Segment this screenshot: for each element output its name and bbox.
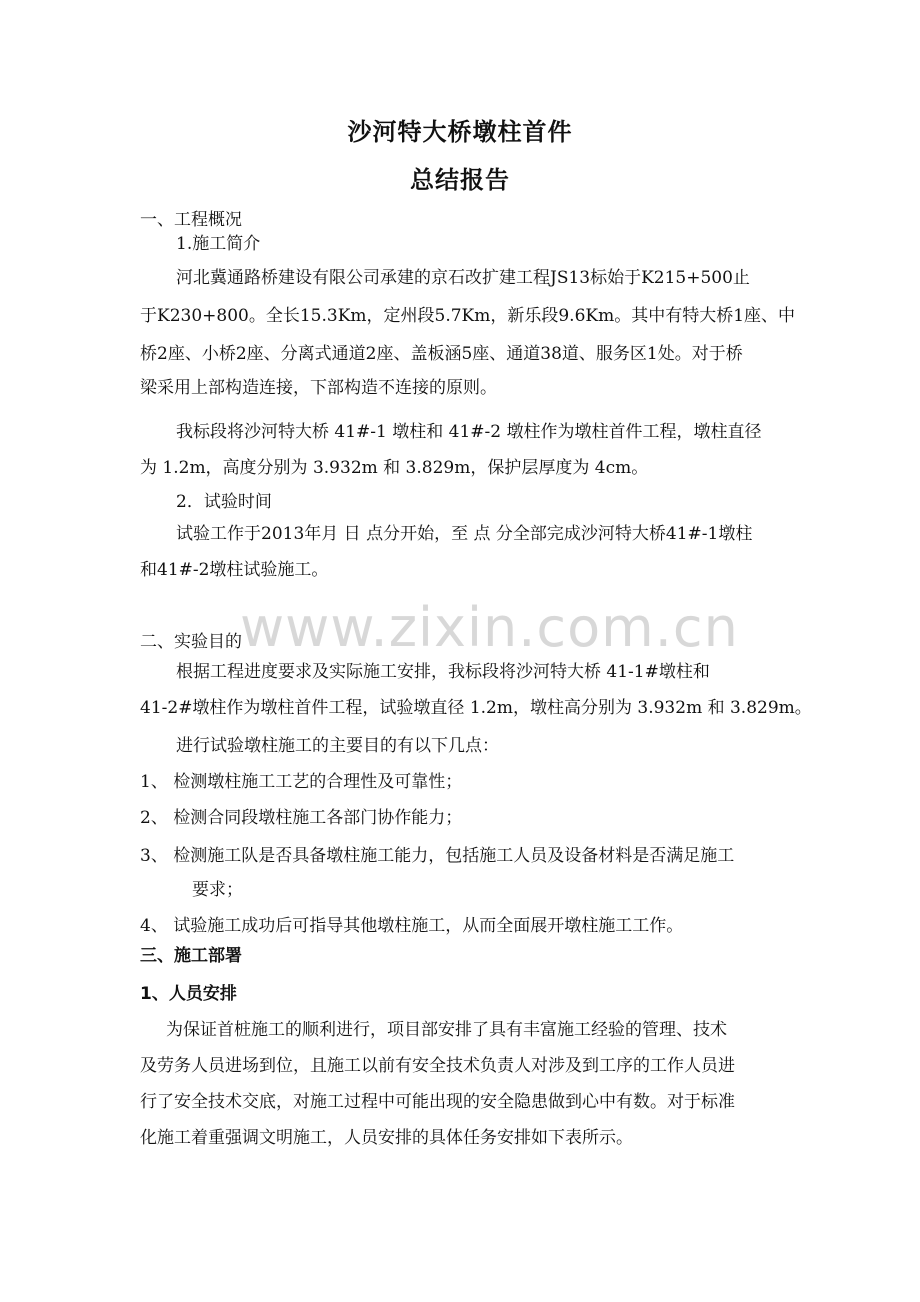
list-item: 2、 检测合同段墩柱施工各部门协作能力； <box>140 808 463 828</box>
section-heading-overview: 一、工程概况 <box>140 210 242 230</box>
list-item: 4、 试验施工成功后可指导其他墩柱施工，从而全面展开墩柱施工工作。 <box>140 916 684 936</box>
subheading-staffing: 1、人员安排 <box>140 984 237 1004</box>
paragraph-line: 和41#-2墩柱试验施工。 <box>140 560 329 580</box>
paragraph-line: 进行试验墩柱施工的主要目的有以下几点： <box>176 736 499 756</box>
list-item: 1、 检测墩柱施工工艺的合理性及可靠性； <box>140 772 463 792</box>
document-title: 沙河特大桥墩柱首件 <box>347 118 573 146</box>
document-subtitle: 总结报告 <box>410 166 510 194</box>
paragraph-line: 我标段将沙河特大桥 41#-1 墩柱和 41#-2 墩柱作为墩柱首件工程，墩柱直径 <box>176 422 762 442</box>
subheading-construction-intro: 1.施工简介 <box>176 234 261 254</box>
paragraph-line: 化施工着重强调文明施工，人员安排的具体任务安排如下表所示。 <box>140 1128 633 1148</box>
list-item-continuation: 要求； <box>192 880 243 900</box>
paragraph-line: 桥2座、小桥2座、分离式通道2座、盖板涵5座、通道38道、服务区1处。对于桥 <box>140 344 743 364</box>
paragraph-line: 41-2#墩柱作为墩柱首件工程，试验墩直径 1.2m，墩柱高分别为 3.932m 和 3.829m。 <box>140 698 812 718</box>
section-heading-deployment: 三、施工部署 <box>140 946 242 966</box>
paragraph-line: 行了安全技术交底，对施工过程中可能出现的安全隐患做到心中有数。对于标准 <box>140 1092 735 1112</box>
list-item: 3、 检测施工队是否具备墩柱施工能力，包括施工人员及设备材料是否满足施工 <box>140 846 735 866</box>
paragraph-line: 梁采用上部构造连接，下部构造不连接的原则。 <box>140 378 497 398</box>
paragraph-line: 为保证首桩施工的顺利进行，项目部安排了具有丰富施工经验的管理、技术 <box>166 1020 727 1040</box>
paragraph-line: 及劳务人员进场到位，且施工以前有安全技术负责人对涉及到工序的工作人员进 <box>140 1056 735 1076</box>
subheading-test-time: 2．试验时间 <box>176 492 272 512</box>
watermark: www.zixin.com.cn <box>240 596 739 659</box>
section-heading-purpose: 二、实验目的 <box>140 632 242 652</box>
paragraph-line: 根据工程进度要求及实际施工安排，我标段将沙河特大桥 41-1#墩柱和 <box>176 662 710 682</box>
paragraph-line: 为 1.2m，高度分别为 3.932m 和 3.829m，保护层厚度为 4cm。 <box>140 458 649 478</box>
paragraph-line: 河北冀通路桥建设有限公司承建的京石改扩建工程JS13标始于K215+500止 <box>176 268 750 288</box>
paragraph-line: 试验工作于2013年月 日 点分开始，至 点 分全部完成沙河特大桥41#-1墩柱 <box>176 524 753 544</box>
paragraph-line: 于K230+800。全长15.3Km，定州段5.7Km，新乐段9.6Km。其中有特大桥1座、中 <box>140 306 796 326</box>
